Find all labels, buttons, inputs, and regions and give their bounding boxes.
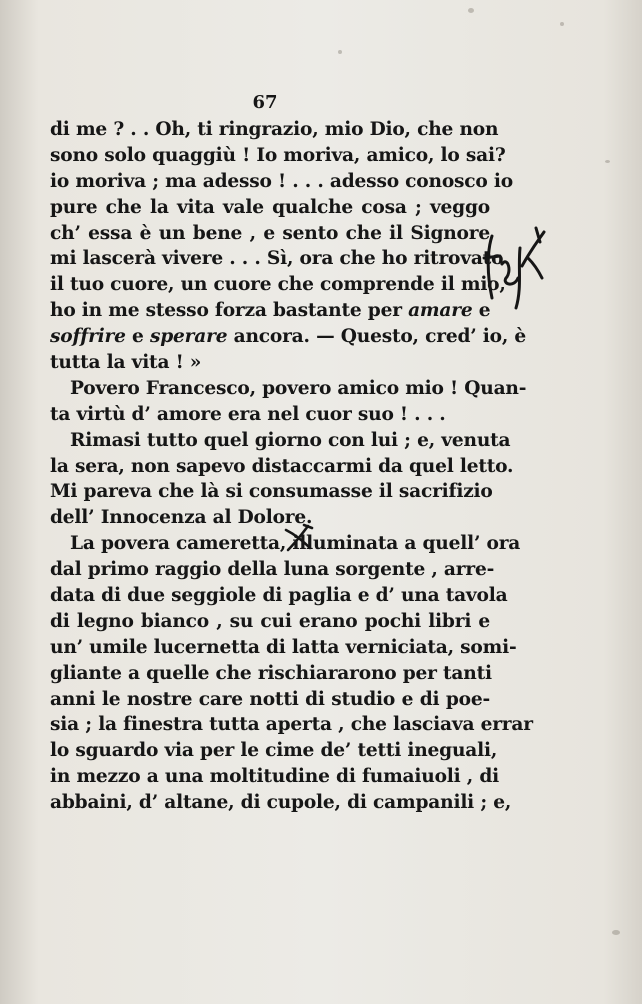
text-span: Mi pareva che là si consumasse il sacrifizio	[50, 481, 493, 503]
text-line	[50, 712, 533, 738]
text-span: dal primo raggio della luna sorgente , arre-	[50, 559, 495, 581]
text-span: un’ umile lucernetta di latta verniciata, somi-	[50, 636, 517, 658]
paper-speck	[612, 930, 620, 935]
text-line	[50, 635, 517, 661]
page-number: 67	[252, 92, 278, 113]
text-line	[50, 402, 490, 428]
paper-speck	[560, 22, 564, 26]
italic-word: sperare	[149, 326, 228, 348]
text-line	[50, 143, 506, 169]
text-line	[50, 117, 499, 143]
italic-word: amare	[408, 300, 473, 322]
text-line	[50, 661, 490, 687]
text-span: ho in me stesso forza bastante per	[50, 300, 409, 322]
text-span: il tuo cuore, un cuore che comprende il mio,	[50, 274, 506, 296]
text-line	[50, 609, 490, 635]
text-span: tutta la vita ! »	[50, 352, 202, 374]
paper-speck	[338, 50, 342, 54]
text-line	[50, 169, 513, 195]
text-span: sia ; la finestra tutta aperta , che lasciava errar	[50, 714, 533, 736]
paper-speck	[468, 8, 474, 13]
text-line	[50, 557, 495, 583]
text-span: dell’ Innocenza al Dolore.	[50, 507, 313, 529]
text-span: la sera, non sapevo distaccarmi da quel letto.	[50, 455, 514, 477]
body-text	[50, 117, 533, 816]
text-line	[50, 221, 490, 247]
text-line	[50, 298, 490, 324]
text-line	[50, 764, 499, 790]
text-line	[50, 531, 521, 557]
text-line	[50, 505, 490, 531]
text-span: lo sguardo via per le cime de’ tetti ineguali,	[50, 740, 498, 762]
paper-speck	[605, 160, 610, 163]
text-line	[50, 428, 511, 454]
cross-mark-icon	[282, 522, 316, 552]
text-span: La povera cameretta, illuminata a quell’ ora	[70, 533, 521, 555]
text-line	[50, 738, 498, 764]
text-line	[50, 350, 490, 376]
text-line	[50, 687, 490, 713]
text-span: anni le nostre care notti di studio e di poe-	[50, 688, 490, 710]
text-line	[50, 324, 527, 350]
text-span: mi lascerà vivere . . . Sì, ora che ho ritrovato	[50, 248, 504, 270]
text-span: io moriva ; ma adesso ! . . . adesso conosco io	[50, 170, 513, 192]
text-span: e	[472, 300, 491, 322]
text-span: data di due seggiole di paglia e d’ una tavola	[50, 585, 508, 607]
text-span: in mezzo a una moltitudine di fumaiuoli , di	[50, 766, 499, 788]
text-span: Rimasi tutto quel giorno con lui ; e, venuta	[70, 429, 511, 451]
text-line	[50, 790, 512, 816]
text-line	[50, 195, 490, 221]
text-span: sono solo quaggiù ! Io moriva, amico, lo sai?	[50, 144, 506, 166]
text-line	[50, 376, 527, 402]
text-line	[50, 479, 493, 505]
text-span: abbaini, d’ altane, di cupole, di campanili ; e,	[50, 792, 512, 814]
text-span: di me ? . . Oh, ti ringrazio, mio Dio, che non	[50, 119, 499, 140]
text-line	[50, 583, 508, 609]
text-span: Povero Francesco, povero amico mio ! Quan-	[70, 377, 527, 399]
text-line	[50, 454, 514, 480]
text-line	[50, 246, 504, 272]
text-span: gliante a quelle che rischiararono per tanti	[50, 662, 492, 684]
margin-handwriting-icon	[478, 208, 550, 318]
text-span: e	[125, 326, 150, 348]
text-span: di legno bianco , su cui erano pochi libri e	[50, 610, 490, 632]
italic-word: soffrire	[50, 326, 126, 348]
text-span: pure che la vita vale qualche cosa ; veggo	[50, 196, 490, 218]
text-span: ta virtù d’ amore era nel cuor suo ! . . .	[50, 403, 446, 425]
text-span: ancora. — Questo, cred’ io, è	[227, 326, 527, 348]
text-span: ch’ essa è un bene , e sento che il Signore	[50, 222, 490, 244]
text-line	[50, 272, 506, 298]
